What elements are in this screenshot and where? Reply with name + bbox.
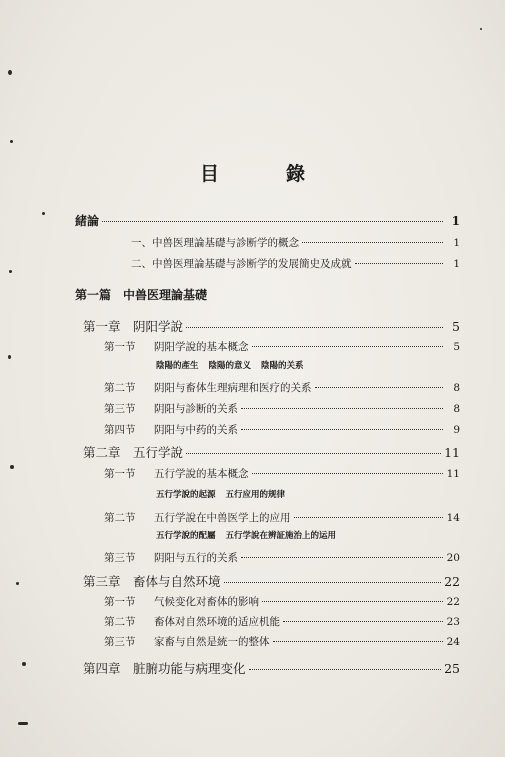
toc-entry-section <box>104 550 460 565</box>
section-number: 第二节 <box>104 512 136 524</box>
toc-label: 一、中兽医理論基礎与診断学的概念 <box>131 237 299 249</box>
dot-leader <box>273 641 444 642</box>
scan-speck <box>10 465 14 469</box>
toc-label: 阴阳与診断的关系 <box>154 403 238 415</box>
toc-page: 20 <box>446 552 460 564</box>
dot-leader <box>249 669 442 670</box>
dot-leader <box>241 557 443 558</box>
toc-label: 第三章 畜体与自然环境 <box>83 574 221 589</box>
subtopics-line <box>156 359 304 371</box>
toc-page: 5 <box>453 341 460 353</box>
toc-entry-section <box>104 380 460 395</box>
toc-page: 8 <box>453 382 460 394</box>
scan-speck <box>18 722 28 725</box>
toc-label: 阴阳与五行的关系 <box>154 552 238 564</box>
toc-entry-section <box>104 510 460 525</box>
subtopic: 陰陽的关系 <box>261 361 304 371</box>
toc-page: 23 <box>446 616 460 628</box>
subtopic: 五行学說的配屬 <box>156 531 216 541</box>
toc-label: 緒論 <box>75 214 100 228</box>
dot-leader <box>355 263 444 264</box>
toc-label: 第二章 五行学說 <box>83 445 184 460</box>
scan-speck <box>10 140 13 143</box>
section-number: 第二节 <box>104 616 136 628</box>
toc-label: 五行学說的基本概念 <box>154 468 249 480</box>
subtopic: 陰陽的產生 <box>156 361 199 371</box>
toc-entry-section <box>104 614 460 629</box>
toc-label: 第四章 脏腑功能与病理变化 <box>83 661 246 676</box>
toc-label: 二、中兽医理論基礎与診断学的发展簡史及成就 <box>131 258 352 270</box>
section-number: 第一节 <box>104 596 136 608</box>
subtopics-line <box>156 529 336 541</box>
dot-leader <box>241 408 443 409</box>
scan-speck <box>42 212 45 215</box>
section-number: 第二节 <box>104 382 136 394</box>
toc-label: 阴阳与畜体生理病理和医疗的关系 <box>154 382 312 394</box>
part-number: 第一篇 <box>75 288 112 302</box>
section-number: 第三节 <box>104 552 136 564</box>
toc-page: 25 <box>444 661 460 676</box>
toc-page: 22 <box>446 596 460 608</box>
subtopics-line <box>156 488 285 500</box>
toc-label: 第一章 阴阳学說 <box>83 319 184 334</box>
toc-page: 5 <box>452 319 460 334</box>
dot-leader <box>283 621 443 622</box>
dot-leader <box>294 517 444 518</box>
toc-page: 24 <box>446 636 460 648</box>
toc-page: 1 <box>451 214 460 228</box>
scan-speck <box>8 355 11 359</box>
dot-leader <box>252 346 444 347</box>
toc-page: 9 <box>453 424 460 436</box>
toc-page: 1 <box>453 258 460 270</box>
subtopic: 陰陽的意义 <box>208 361 252 371</box>
toc-entry-chapter-1 <box>83 317 460 335</box>
scan-speck <box>16 582 19 585</box>
scan-speck <box>8 70 12 75</box>
section-number: 第一节 <box>104 341 136 353</box>
toc-entry-chapter-4 <box>83 659 460 677</box>
toc-entry-chapter-3 <box>83 572 460 590</box>
scan-speck <box>480 28 482 30</box>
dot-leader <box>302 242 443 243</box>
toc-entry-section <box>104 594 460 609</box>
toc-page: 8 <box>453 403 460 415</box>
dot-leader <box>186 453 441 454</box>
section-number: 第一节 <box>104 468 136 480</box>
section-number: 第三节 <box>104 636 136 648</box>
toc-entry-section <box>104 422 460 437</box>
dot-leader <box>102 221 443 222</box>
toc-page: 1 <box>453 237 460 249</box>
toc-label: 阴阳学說的基本概念 <box>154 341 249 353</box>
toc-entry-section <box>104 401 460 416</box>
toc-label: 畜体对自然环境的适应机能 <box>154 616 280 628</box>
dot-leader <box>262 601 443 602</box>
page-title: 目 錄 <box>199 163 329 185</box>
toc-entry-section <box>104 339 460 354</box>
toc-page: 14 <box>446 512 460 524</box>
toc-entry-intro <box>75 212 460 229</box>
dot-leader <box>224 582 442 583</box>
toc-entry-intro-2 <box>131 256 460 271</box>
subtopic: 五行学說的起源 <box>156 490 216 500</box>
toc-label: 气候变化对畜体的影响 <box>154 596 259 608</box>
section-number: 第四节 <box>104 424 136 436</box>
section-number: 第三节 <box>104 403 136 415</box>
subtopic: 五行应用的规律 <box>225 490 286 500</box>
toc-entry-chapter-2 <box>83 443 460 461</box>
toc-page: 22 <box>444 574 460 589</box>
subtopic: 五行学說在辨証施治上的运用 <box>225 531 337 541</box>
toc-page: 11 <box>446 468 460 480</box>
part-heading <box>75 286 207 303</box>
dot-leader <box>315 387 444 388</box>
toc-entry-section <box>104 634 460 649</box>
dot-leader <box>241 429 443 430</box>
toc-label: 五行学說在中兽医学上的应用 <box>154 512 291 524</box>
scan-speck <box>22 662 26 666</box>
toc-entry-intro-1 <box>131 235 460 250</box>
toc-page: 11 <box>444 445 460 460</box>
dot-leader <box>252 473 444 474</box>
dot-leader <box>186 327 443 328</box>
toc-entry-section <box>104 466 460 481</box>
toc-label: 家畜与自然是統一的整体 <box>154 636 270 648</box>
toc-label: 阴阳与中药的关系 <box>154 424 238 436</box>
scan-speck <box>9 270 12 273</box>
part-title: 中兽医理論基礎 <box>123 288 208 302</box>
